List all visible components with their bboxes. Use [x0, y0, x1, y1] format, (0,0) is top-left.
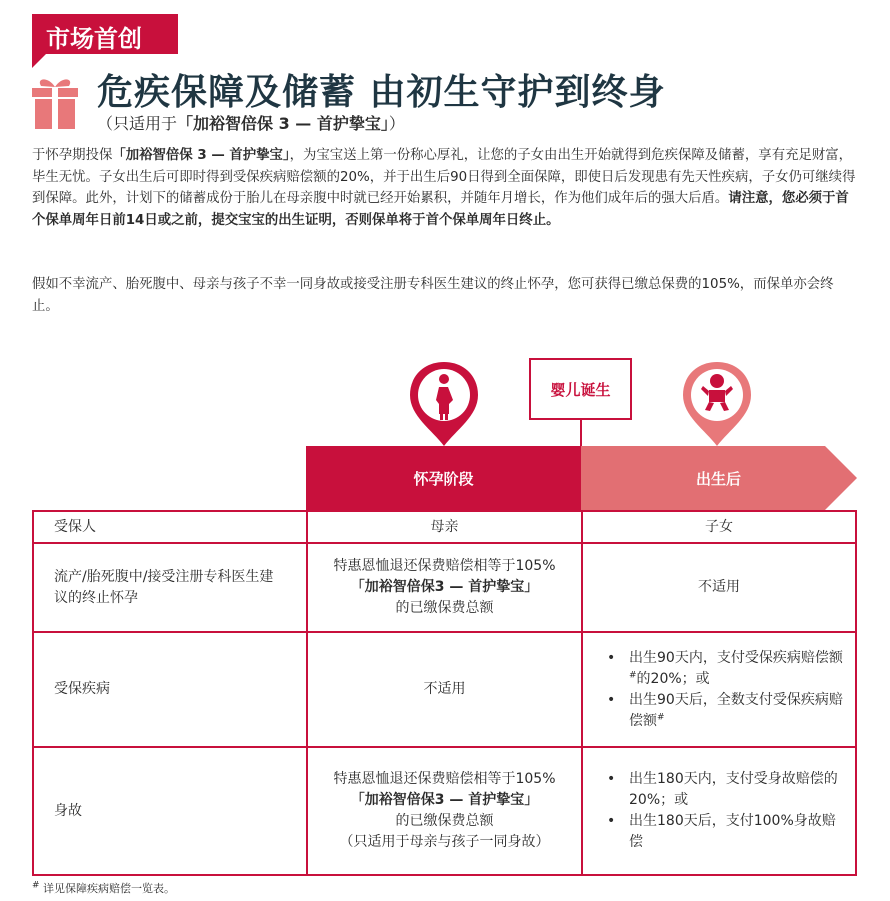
- row-label-covered-illness: 受保疾病: [33, 632, 307, 747]
- list-item: [605, 690, 845, 732]
- bullet-text-tail: 的20%；或: [636, 670, 710, 687]
- subtitle-prefix: （只适用于: [97, 114, 178, 133]
- benefit-line: 特惠恩恤退还保费赔偿相等于105%: [333, 558, 556, 574]
- list-item: • 出生180天后，支付100%身故赔偿: [605, 811, 845, 853]
- intro-product: 「加裕智倍保 3 — 首护挚宝」: [112, 148, 290, 163]
- bullet-text: 出生90天后，全数支付受保疾病赔偿额: [629, 691, 843, 729]
- stage-pregnancy-label: 怀孕阶段: [413, 469, 474, 488]
- subtitle-product: 「加裕智倍保 3 — 首护挚宝」: [177, 114, 389, 133]
- intro-part1: 于怀孕期投保: [32, 148, 113, 163]
- header-mother: 母亲: [307, 511, 582, 543]
- table-header-row: [33, 511, 856, 543]
- tag-tail: [32, 54, 46, 68]
- header-insured: 受保人: [33, 511, 307, 543]
- footnote: [32, 880, 175, 896]
- table-row: [33, 632, 856, 747]
- list-item: • 出生180天内，支付受身故赔偿的20%；或: [605, 769, 845, 811]
- benefit-note: （只适用于母亲与孩子一同身故）: [339, 834, 550, 850]
- market-first-tag-label: 市场首创: [46, 25, 142, 53]
- child-illness-benefit: [582, 632, 856, 747]
- table-row: [33, 747, 856, 875]
- benefit-table: [32, 510, 857, 876]
- mother-illness-benefit: 不适用: [307, 632, 582, 747]
- bullet-text: 出生90天内，支付受保疾病赔偿额: [629, 649, 843, 666]
- subtitle-suffix: ）: [388, 114, 405, 133]
- row-label-miscarriage: 流产/胎死腹中/接受注册专科医生建议的终止怀孕: [33, 543, 307, 632]
- mother-miscarriage-benefit: [307, 543, 582, 632]
- stage-after-birth-band: [581, 446, 857, 510]
- refund-paragraph: 假如不幸流产、胎死腹中、母亲与孩子不幸一同身故或接受注册专科医生建议的终止怀孕，您可获得已缴总保费的105%，而保单亦会终止。: [32, 277, 834, 314]
- row-label-death: 身故: [33, 747, 307, 875]
- gift-icon: [30, 74, 80, 130]
- birth-divider-line: [580, 420, 582, 446]
- pregnant-mother-icon: [406, 360, 482, 456]
- child-miscarriage-benefit: 不适用: [582, 543, 856, 632]
- page-subtitle: [97, 111, 405, 134]
- footnote-mark: #: [32, 880, 40, 891]
- baby-icon: [679, 360, 755, 456]
- stage-after-birth-label: 出生后: [695, 470, 741, 488]
- benefit-line: 的已缴保费总额: [395, 600, 494, 616]
- page-title: 危疾保障及储蓄 由初生守护到终身: [97, 72, 666, 113]
- stage-pregnancy-band: [306, 446, 581, 510]
- birth-label: 婴儿诞生: [529, 358, 632, 420]
- mother-death-benefit: [307, 747, 582, 875]
- benefit-product: 「加裕智倍保3 — 首护挚宝」: [350, 579, 539, 595]
- intro-notice: 请注意，您必须于首个保单周年日前14日或之前，提交宝宝的出生证明，否则保单将于首个保单周年日终止。: [32, 191, 849, 228]
- child-death-benefit: [582, 747, 856, 875]
- intro-part2: ，为宝宝送上第一份称心厚礼，让您的子女由出生开始就得到危疾保障及储蓄，享有充足财富，毕生无忧。子女出生后可即时得到受保疾病赔偿额的20%，并于出生后90日得到全面保障，即使日后发现患有先天性疾病，子女仍可继续得到保障。此外，计划下的储蓄成份于胎儿在母亲腹中时就已经开始累积，并随年月增长，作为他们成年后的强大后盾。: [32, 148, 856, 206]
- benefit-line: 的已缴保费总额: [395, 813, 494, 829]
- footnote-text: 详见保障疾病赔偿一览表。: [43, 882, 176, 895]
- list-item: [605, 648, 845, 690]
- market-first-tag: [32, 14, 178, 54]
- benefit-line: 特惠恩恤退还保费赔偿相等于105%: [333, 771, 556, 787]
- intro-paragraph: [32, 145, 860, 231]
- header-child: 子女: [582, 511, 856, 543]
- footnote-mark: #: [657, 711, 665, 722]
- table-row: [33, 543, 856, 632]
- footnote-mark: #: [629, 669, 637, 680]
- benefit-product: 「加裕智倍保3 — 首护挚宝」: [350, 792, 539, 808]
